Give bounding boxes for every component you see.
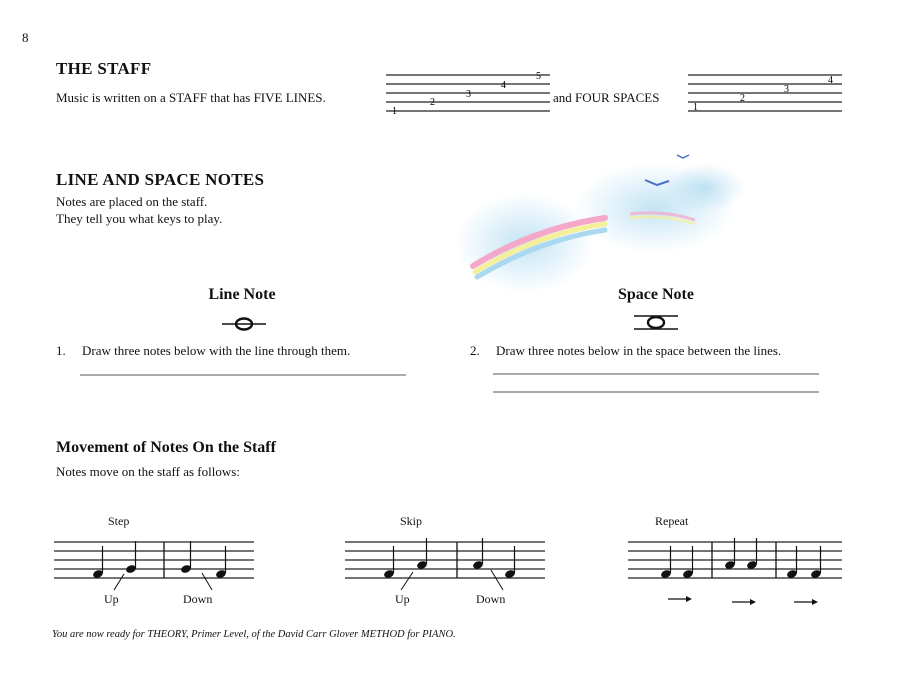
space-note-symbol	[634, 314, 678, 332]
line-note-number: 1.	[56, 343, 66, 358]
movement-title: Movement of Notes On the Staff	[56, 439, 276, 456]
line-space-text-1: Notes are placed on the staff.	[56, 194, 208, 209]
line-note-title: Line Note	[208, 286, 276, 303]
five-lines-staff	[386, 70, 552, 118]
line-number-3: 3	[466, 89, 471, 100]
line-space-text-2: They tell you what keys to play.	[56, 211, 223, 226]
staff-section-title: THE STAFF	[56, 59, 152, 78]
staff-spaces-text: and FOUR SPACES	[553, 90, 660, 105]
space-note-title: Space Note	[618, 286, 694, 303]
staff-lines-text: Music is written on a STAFF that has FIVE LINES.	[56, 90, 326, 105]
line-note-answer-line[interactable]	[80, 372, 408, 378]
skip-staff	[345, 538, 547, 588]
right-arrow-icon	[668, 596, 692, 602]
rainbow-illustration	[455, 148, 755, 298]
line-space-title: LINE AND SPACE NOTES	[56, 170, 265, 189]
line-note-instruction: Draw three notes below with the line through them.	[82, 343, 351, 358]
step-label: Step	[108, 514, 130, 528]
space-note-answer-lines[interactable]	[493, 371, 823, 397]
line-number-2: 2	[430, 97, 435, 108]
step-down-label: Down	[183, 592, 213, 606]
movement-subtitle: Notes move on the staff as follows:	[56, 464, 240, 479]
line-number-1: 1	[392, 106, 397, 117]
right-arrow-icon	[732, 599, 756, 605]
footer-note: You are now ready for THEORY, Primer Level, of the David Carr Glover METHOD for PIANO.	[52, 629, 456, 640]
line-number-4: 4	[501, 80, 506, 91]
right-arrow-icon	[794, 599, 818, 605]
skip-label: Skip	[400, 514, 423, 528]
repeat-label: Repeat	[655, 514, 689, 528]
step-up-label: Up	[104, 592, 119, 606]
skip-down-label: Down	[476, 592, 506, 606]
repeat-staff	[628, 538, 844, 610]
space-number-3: 3	[784, 84, 789, 95]
space-note-number: 2.	[470, 343, 480, 358]
bird-icon	[677, 155, 689, 158]
line-number-5: 5	[536, 71, 541, 82]
four-spaces-staff	[688, 70, 844, 118]
space-number-1: 1	[693, 102, 698, 113]
space-number-4: 4	[828, 75, 833, 86]
space-number-2: 2	[740, 93, 745, 104]
skip-up-label: Up	[395, 592, 410, 606]
line-note-symbol	[222, 317, 266, 331]
page-number: 8	[22, 30, 29, 45]
space-note-instruction: Draw three notes below in the space between the lines.	[496, 343, 782, 358]
step-staff	[54, 538, 256, 588]
